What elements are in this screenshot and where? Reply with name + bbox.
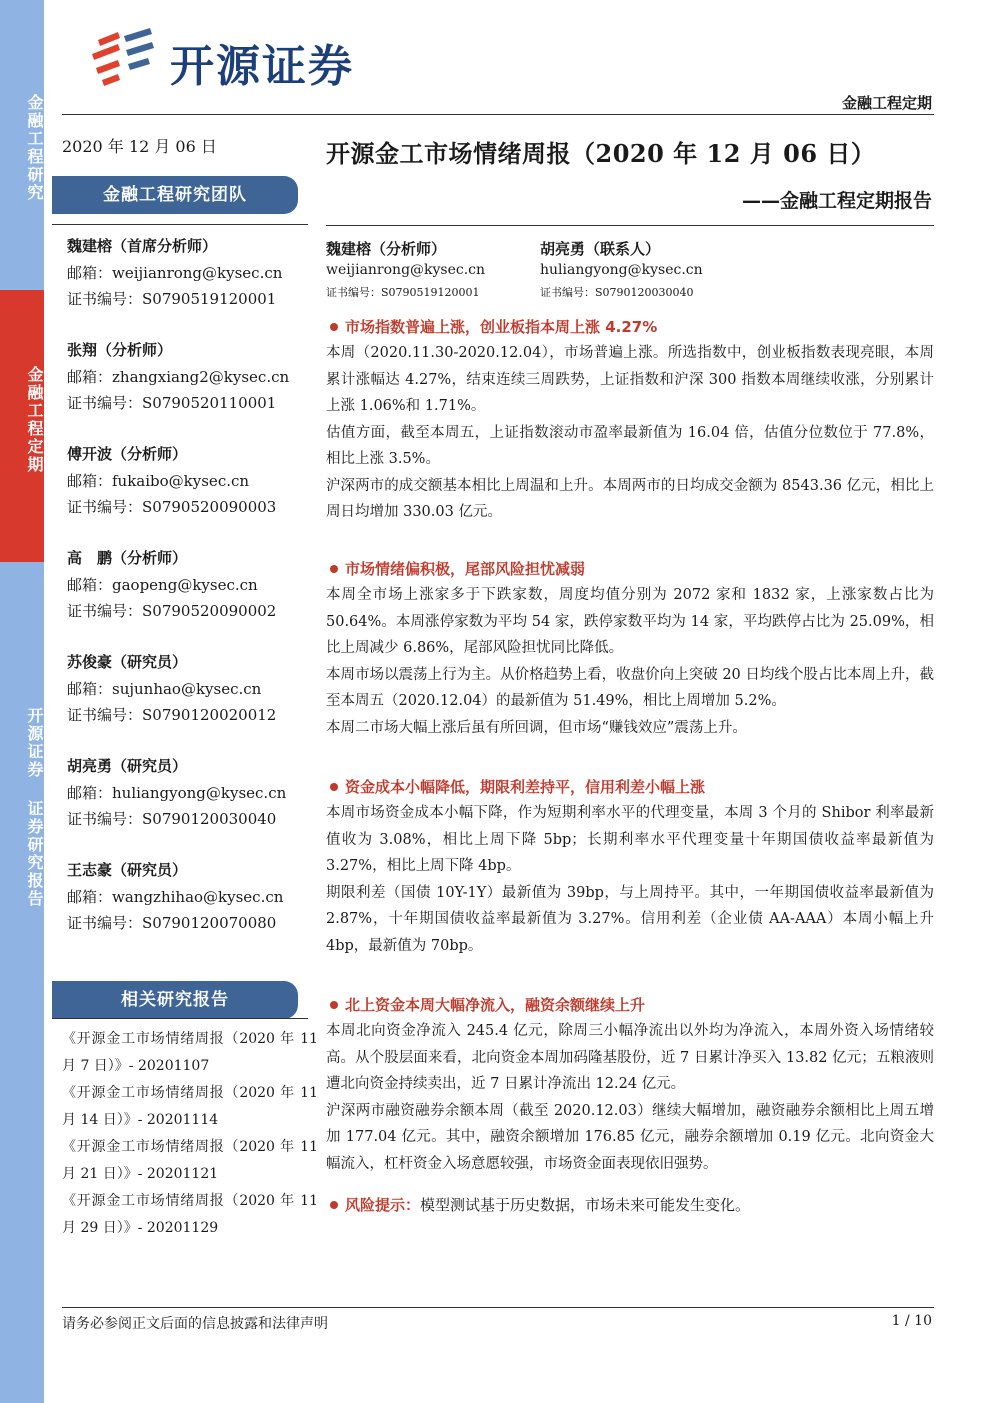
team-member xyxy=(67,754,307,832)
paragraph: 期限利差（国债 10Y-1Y）最新值为 39bp，与上周持平。其中，一年期国债收益率最新值为 2.87%，十年期国债收益率最新值为 3.27%。信用利差（企业债 AA-AAA）本周小幅上升 4bp，最新值为 70bp。 xyxy=(326,884,934,954)
section-index xyxy=(326,314,934,526)
member-cert: 证书编号：S0790520110001 xyxy=(67,394,277,412)
red-dot-icon xyxy=(330,1201,338,1209)
risk-note xyxy=(326,1192,934,1218)
paragraph: 估值方面，截至本周五，上证指数滚动市盈率最新值为 16.04 倍，估值分位数位于 77.8%，相比上涨 3.5%。 xyxy=(326,424,934,467)
author-cert: 证书编号：S0790120030040 xyxy=(540,286,694,299)
side-label-mid: 金融工程定期 xyxy=(25,366,44,474)
brand-name: 开源证券 xyxy=(170,41,354,92)
section-heading xyxy=(326,556,934,582)
paragraph: 本周全市场上涨家多于下跌家数，周度均值分别为 2072 家和 1832 家，上涨家数占比为 50.64%。本周涨停家数为平均 54 家，跌停家数平均为 14 家，平均跌停占比为 25.09%，相比上周减少 6.86%，尾部风险担忧同比降低。 xyxy=(326,587,934,656)
section-heading xyxy=(326,314,934,340)
related-list xyxy=(62,1026,318,1242)
page-subtitle: ——金融工程定期报告 xyxy=(741,190,932,212)
section-heading xyxy=(326,992,934,1018)
footer-rule xyxy=(62,1307,934,1308)
member-email[interactable]: 邮箱：fukaibo@kysec.cn xyxy=(67,472,250,490)
member-name: 胡亮勇（研究员） xyxy=(67,757,188,775)
member-cert: 证书编号：S0790519120001 xyxy=(67,290,277,308)
member-email[interactable]: 邮箱：huliangyong@kysec.cn xyxy=(67,784,287,802)
related-item[interactable]: 《开源金工市场情绪周报（2020 年 11 月 7 日）》- 20201107 xyxy=(62,1031,318,1074)
team-member xyxy=(67,338,307,416)
member-email[interactable]: 邮箱：zhangxiang2@kysec.cn xyxy=(67,368,290,386)
section-heading xyxy=(326,774,934,800)
paragraph: 本周（2020.11.30-2020.12.04），市场普遍上涨。所选指数中，创业板指数表现亮眼，本周累计涨幅达 4.27%，结束连续三周跌势，上证指数和沪深 300 指数本周继续收涨，分别累计上涨 1.06%和 1.71%。 xyxy=(326,345,934,414)
member-email[interactable]: 邮箱：sujunhao@kysec.cn xyxy=(67,680,262,698)
side-label-bottom: 开源证券 证券研究报告 xyxy=(25,706,44,908)
page-title: 开源金工市场情绪周报（2020 年 12 月 06 日） xyxy=(326,139,876,168)
related-banner: 相关研究报告 xyxy=(52,981,298,1019)
team-banner: 金融工程研究团队 xyxy=(52,176,298,214)
side-label-top: 金融工程研究 xyxy=(25,94,44,202)
member-name: 苏俊豪（研究员） xyxy=(67,653,188,671)
kysec-logo-icon xyxy=(88,26,160,88)
paragraph: 本周市场以震荡上行为主。从价格趋势上看，收盘价向上突破 20 日均线个股占比本周上升，截至本周五（2020.12.04）的最新值为 51.49%，相比上周增加 5.2%。 xyxy=(326,666,934,709)
footer-disclaimer: 请务必参阅正文后面的信息披露和法律声明 xyxy=(62,1316,328,1332)
report-date: 2020 年 12 月 06 日 xyxy=(62,137,217,156)
member-cert: 证书编号：S0790120020012 xyxy=(67,706,277,724)
section-northbound xyxy=(326,992,934,1177)
paragraph: 沪深两市融资融券余额本周（截至 2020.12.03）继续大幅增加，融资融券余额相比上周五增加 177.04 亿元。其中，融资余额增加 176.85 亿元，融券余额增加 0.19 亿元。北向资金大幅流入，杠杆资金入场意愿较强，市场资金面表现依旧强势。 xyxy=(326,1102,934,1172)
team-member xyxy=(67,650,307,728)
author-name: 魏建榕（分析师） xyxy=(326,240,447,258)
team-member xyxy=(67,546,307,624)
author-cert: 证书编号：S0790519120001 xyxy=(326,286,480,299)
red-dot-icon xyxy=(330,565,338,573)
divider xyxy=(52,224,308,225)
related-item[interactable]: 《开源金工市场情绪周报（2020 年 11 月 29 日）》- 20201129 xyxy=(62,1193,318,1236)
author-name: 胡亮勇（联系人） xyxy=(540,240,661,258)
author-email[interactable]: weijianrong@kysec.cn xyxy=(326,262,486,278)
red-dot-icon xyxy=(330,783,338,791)
member-name: 傅开波（分析师） xyxy=(67,445,188,463)
member-cert: 证书编号：S0790520090003 xyxy=(67,498,277,516)
section-heading-text: 市场指数普遍上涨，创业板指本周上涨 4.27% xyxy=(345,318,658,336)
header-tag: 金融工程定期 xyxy=(841,94,932,112)
section-heading-text: 北上资金本周大幅净流入，融资余额继续上升 xyxy=(345,996,646,1014)
paragraph: 本周北向资金净流入 245.4 亿元，除周三小幅净流出以外均为净流入，本周外资入场情绪较高。从个股层面来看，北向资金本周加码隆基股份，近 7 日累计净买入 13.82 亿元；五粮液则遭北向资金持续卖出，近 7 日累计净流出 12.24 亿元。 xyxy=(326,1023,934,1092)
page-number: 1 / 10 xyxy=(891,1313,932,1329)
section-heading-text: 市场情绪偏积极，尾部风险担忧减弱 xyxy=(345,560,586,578)
author-card xyxy=(326,238,485,300)
header-rule xyxy=(62,114,934,115)
red-dot-icon xyxy=(330,1001,338,1009)
risk-text: 模型测试基于历史数据，市场未来可能发生变化。 xyxy=(420,1196,751,1214)
team-member xyxy=(67,858,307,936)
section-sentiment xyxy=(326,556,934,741)
member-name: 张翔（分析师） xyxy=(67,341,173,359)
divider xyxy=(326,225,934,226)
member-name: 高 鹏（分析师） xyxy=(67,549,188,567)
brand-logo xyxy=(88,26,388,92)
related-item[interactable]: 《开源金工市场情绪周报（2020 年 11 月 14 日）》- 20201114 xyxy=(62,1085,318,1128)
member-email[interactable]: 邮箱：wangzhihao@kysec.cn xyxy=(67,888,284,906)
team-member xyxy=(67,442,307,520)
red-dot-icon xyxy=(330,323,338,331)
paragraph: 本周市场资金成本小幅下降，作为短期利率水平的代理变量，本周 3 个月的 Shibor 利率最新值收为 3.08%，相比上周下降 5bp；长期利率水平代理变量十年期国债收益率最新值为 3.27%，相比上周下降 4bp。 xyxy=(326,805,934,874)
paragraph: 沪深两市的成交额基本相比上周温和上升。本周两市的日均成交金额为 8543.36 亿元，相比上周日均增加 330.03 亿元。 xyxy=(326,477,934,520)
section-heading-text: 资金成本小幅降低，期限利差持平，信用利差小幅上涨 xyxy=(345,778,706,796)
member-name: 王志豪（研究员） xyxy=(67,861,188,879)
section-funding-cost xyxy=(326,774,934,959)
risk-label: 风险提示： xyxy=(345,1196,421,1214)
member-name: 魏建榕（首席分析师） xyxy=(67,237,218,255)
divider xyxy=(52,1018,308,1019)
team-member xyxy=(67,234,307,312)
paragraph: 本周二市场大幅上涨后虽有所回调，但市场“赚钱效应”震荡上升。 xyxy=(326,719,747,736)
related-item[interactable]: 《开源金工市场情绪周报（2020 年 11 月 21 日）》- 20201121 xyxy=(62,1139,318,1182)
member-cert: 证书编号：S0790120070080 xyxy=(67,914,277,932)
author-email[interactable]: huliangyong@kysec.cn xyxy=(540,262,703,278)
author-card xyxy=(540,238,703,300)
member-email[interactable]: 邮箱：weijianrong@kysec.cn xyxy=(67,264,283,282)
member-cert: 证书编号：S0790120030040 xyxy=(67,810,277,828)
member-email[interactable]: 邮箱：gaopeng@kysec.cn xyxy=(67,576,258,594)
member-cert: 证书编号：S0790520090002 xyxy=(67,602,277,620)
